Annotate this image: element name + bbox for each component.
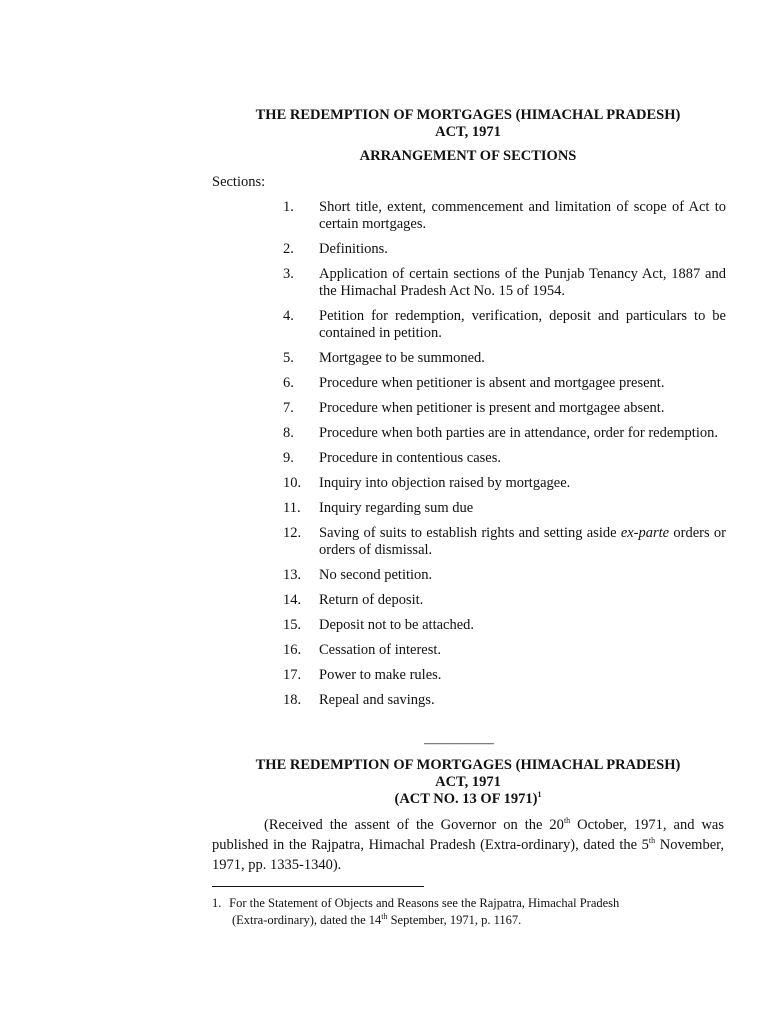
section-title: Return of deposit. [319,592,424,608]
title-line-1: THE REDEMPTION OF MORTGAGES (HIMACHAL PRADESH) [255,107,681,123]
section-title-part: Saving of suits to establish rights and setting aside [319,525,621,541]
section-title: Mortgagee to be summoned. [319,350,485,366]
arrangement-heading: ARRANGEMENT OF SECTIONS [359,148,577,164]
section-title: Cessation of interest. [319,642,442,658]
section-title: Inquiry regarding sum due [319,500,474,516]
footnote-text-2: (Extra-ordinary), dated the 14 [232,913,382,927]
section-number: 8. [283,425,294,441]
section-title: Short title, extent, commencement and limitation of scope of Act to certain mortgages. [319,199,726,232]
section-number: 11. [283,500,301,516]
section-item [283,567,726,584]
section-item [283,308,726,342]
assent-sup-1: th [563,816,571,826]
footnote-text-1: For the Statement of Objects and Reasons see the Rajpatra, Himachal Pradesh [229,896,620,910]
section-item [283,642,726,659]
section-number: 3. [283,266,294,282]
section-title: Inquiry into objection raised by mortgagee. [319,475,571,491]
section-number: 1. [283,199,294,215]
section-item [283,199,726,233]
section-number: 12. [283,525,302,541]
footnote-reference: 1 [537,790,542,800]
section-item [283,425,726,442]
section-item [283,692,726,709]
footnote-text-3: September, 1971, p. 1167. [387,913,522,927]
section-title [319,525,726,559]
assent-text-1: (Received the assent of the Governor on the 20 [264,817,564,833]
document-title [200,107,736,141]
assent-text-3: November, 1971, pp. 1335-1340). [212,837,724,873]
footnote [212,895,712,929]
assent-paragraph [212,815,724,875]
section-number: 18. [283,692,302,708]
section-number: 13. [283,567,302,583]
section-item [283,350,726,367]
section-title-part: orders or orders of dismissal. [319,525,726,558]
section-title: No second petition. [319,567,433,583]
section-item [283,617,726,634]
section-item [283,400,726,417]
section-number: 15. [283,617,302,633]
section-title: Deposit not to be attached. [319,617,475,633]
section-title: Procedure in contentious cases. [319,450,502,466]
section-number: 4. [283,308,294,324]
footnote-sup: th [381,911,388,921]
section-item [283,375,726,392]
section-number: 2. [283,241,294,257]
section-title: Procedure when petitioner is absent and mortgagee present. [319,375,665,391]
section-number: 17. [283,667,302,683]
footnote-divider [212,886,424,887]
section-title: Procedure when petitioner is present and mortgagee absent. [319,400,665,416]
section-title: Power to make rules. [319,667,442,683]
section-title: Repeal and savings. [319,692,435,708]
section-title: Petition for redemption, verification, deposit and particulars to be contained in petition. [319,308,726,341]
section-title: Application of certain sections of the Punjab Tenancy Act, 1887 and the Himachal Pradesh Act No. 15 of 1954. [319,266,726,299]
act-title-line-2: ACT, 1971 [435,774,501,790]
section-number: 5. [283,350,294,366]
section-item [283,266,726,300]
section-number: 9. [283,450,294,466]
section-item [283,500,726,517]
section-number: 14. [283,592,302,608]
section-title: Definitions. [319,241,388,257]
section-number: 6. [283,375,294,391]
footnote-number: 1. [212,896,222,910]
act-number-text: (ACT NO. 13 OF 1971) [394,791,538,807]
act-title [200,757,736,808]
act-title-line-1: THE REDEMPTION OF MORTGAGES (HIMACHAL PRADESH) [255,757,681,773]
section-title: Procedure when both parties are in attendance, order for redemption. [319,425,718,441]
separator-line: ————— [424,736,494,751]
section-item [283,450,726,467]
section-number: 16. [283,642,302,658]
section-item [283,475,726,492]
assent-sup-2: th [648,836,656,846]
sections-label: Sections: [212,174,266,190]
sections-list [283,199,726,717]
section-item [283,667,726,684]
section-item [283,525,726,559]
section-item [283,592,726,609]
section-title-italic: ex-parte [620,525,670,541]
act-number [200,791,736,808]
section-number: 10. [283,475,302,491]
assent-text-2: October, 1971, and was published in the Rajpatra, Himachal Pradesh (Extra-ordinary), dated the 5 [212,817,724,853]
section-item [283,241,726,258]
section-number: 7. [283,400,294,416]
title-line-2: ACT, 1971 [435,124,501,140]
